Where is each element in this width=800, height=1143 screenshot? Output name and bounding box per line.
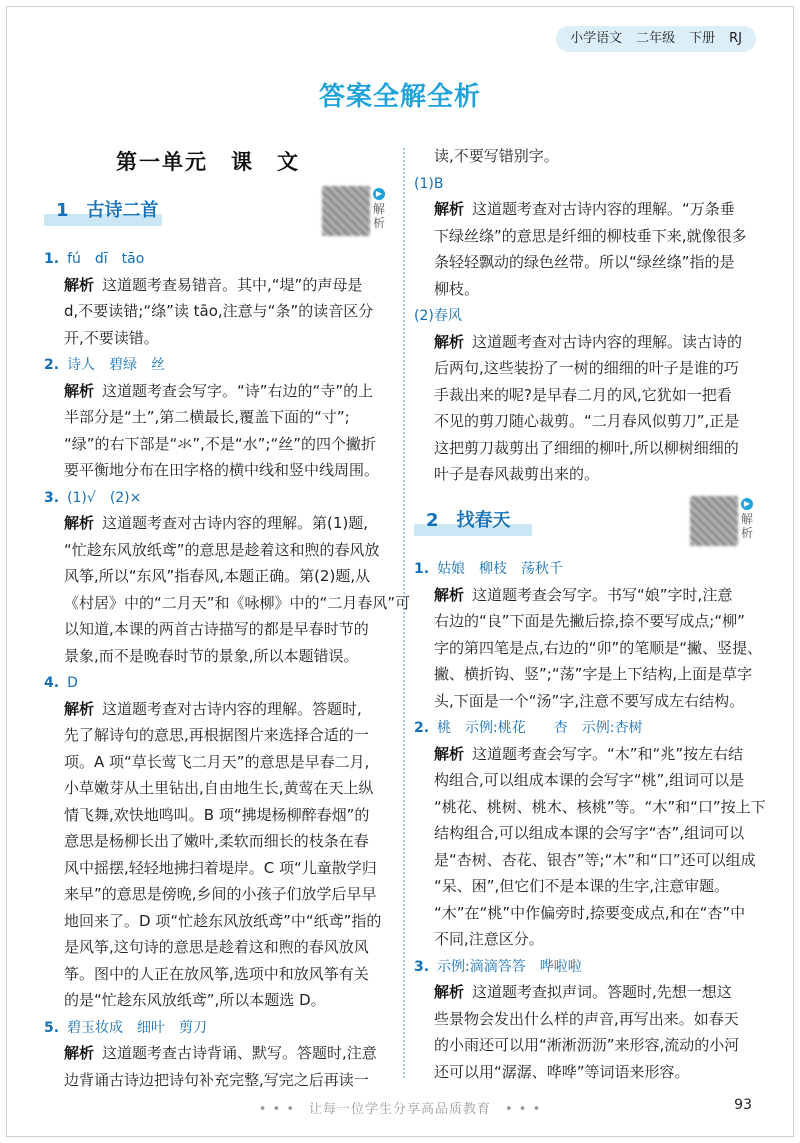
body-text-line: 条轻轻飘动的绿色丝带。所以“绿丝绦”指的是 (434, 253, 735, 271)
lesson-2-heading (414, 506, 554, 536)
qr-hint-label: 解析 (372, 202, 385, 230)
body-text-line: 意思是杨柳长出了嫩叶,柔软而细长的枝条在春 (64, 832, 369, 850)
footer-slogan: • • • 让每一位学生分享高品质教育 • • • (258, 1102, 542, 1117)
answer-text: 姑娘 柳枝 荡秋千 (437, 561, 564, 577)
analysis-tag: 解析 (64, 1044, 95, 1062)
question-number: 2. (44, 357, 60, 373)
lesson-1-label: 1 古诗二首 (56, 200, 159, 221)
book-info-badge (556, 26, 756, 52)
analysis-text: 这道题考查会写字。书写“娘”字时,注意 (472, 585, 733, 604)
qr-hint-label: 解析 (740, 512, 753, 540)
analysis-line (434, 744, 743, 764)
answer-text: fú dī tāo (67, 251, 145, 267)
body-text-line: 地回来了。D 项“忙趁东风放纸鸢”中“纸鸢”指的 (64, 911, 382, 930)
analysis-tag: 解析 (64, 514, 95, 532)
qr-code-icon[interactable] (690, 496, 738, 546)
body-text-line: 结构组合,可以组成本课的会写字“杏”,组词可以 (434, 824, 745, 842)
analysis-tag: 解析 (434, 200, 465, 218)
body-text-line: 小草嫩芽从土里钻出,自由地生长,黄莺在天上纵 (64, 779, 374, 797)
body-text-line: 筝。图中的人正在放风筝,选项中和放风筝有关 (64, 964, 369, 983)
body-text-line: d,不要读错;“绦”读 tāo,注意与“条”的读音区分 (64, 302, 374, 320)
qr-code-icon[interactable] (322, 186, 370, 236)
answer-line (414, 956, 582, 977)
answer-line (44, 487, 141, 508)
question-number: 5. (44, 1019, 60, 1036)
question-number: 3. (414, 958, 430, 975)
body-text-line: 不见的剪刀随心裁剪。“二月春风似剪刀”,正是 (434, 412, 740, 430)
edition-label: RJ (729, 31, 742, 46)
body-text-line: 不同,注意区分。 (434, 930, 544, 948)
analysis-text: 这道题考查对古诗内容的理解。答题时, (102, 699, 362, 718)
page-title: 答案全解全析 (318, 82, 481, 112)
answer-line (44, 1017, 207, 1038)
answer-line (414, 717, 643, 738)
body-text-line: 读,不要写错别字。 (434, 147, 559, 165)
body-text-line: 撇、横折钩、竖”;“荡”字是上下结构,上面是草字 (434, 665, 753, 683)
body-text-line: 情飞舞,欢快地鸣叫。B 项“拂堤杨柳醉春烟”的 (64, 805, 370, 824)
question-number: 2. (414, 720, 430, 736)
body-text-line: 《村居》中的“二月天”和《咏柳》中的“二月春风”可 (64, 593, 411, 612)
play-icon: ▶ (373, 188, 385, 200)
question-number: 1. (44, 251, 60, 267)
answer-text: (1)B (414, 175, 444, 192)
answer-line (414, 558, 563, 579)
answer-text: D (67, 675, 78, 691)
body-text-line: 来早”的意思是傍晚,乡间的小孩子们放学后早早 (64, 885, 377, 903)
lesson-2-label: 2 找春天 (426, 510, 511, 531)
analysis-line (64, 275, 362, 295)
analysis-text: 这道题考查对古诗内容的理解。第(1)题, (102, 514, 369, 532)
body-text-line: 叶子是春风裁剪出来的。 (434, 465, 600, 483)
column-divider (403, 148, 405, 1078)
analysis-tag: 解析 (434, 332, 465, 351)
body-text-line: 是风筝,这句诗的意思是趁着这和煦的春风放风 (64, 938, 369, 956)
body-text-line: 头,下面是一个“汤”字,注意不要写成左右结构。 (434, 691, 745, 710)
body-text-line: 的小雨还可以用“淅淅沥沥”来形容,流动的小河 (434, 1036, 740, 1054)
qr-hint (371, 188, 387, 230)
answer-line (414, 305, 462, 326)
analysis-text: 这道题考查古诗背诵、默写。答题时,注意 (102, 1044, 377, 1062)
subject-label: 小学语文 (570, 31, 623, 46)
grade-label: 二年级 (636, 31, 676, 46)
body-text-line: 要平衡地分布在田字格的横中线和竖中线周围。 (64, 461, 380, 479)
analysis-line (64, 513, 368, 533)
analysis-tag: 解析 (434, 983, 465, 1001)
body-text-line: 风中摇摆,轻轻地拂扫着堤岸。C 项“儿童散学归 (64, 858, 377, 877)
body-text-line: “忙趁东风放纸鸢”的意思是趁着这和煦的春风放 (64, 540, 380, 559)
body-text-line: 风筝,所以“东风”指春风,本题正确。第(2)题,从 (64, 567, 371, 585)
analysis-text: 这道题考查易错音。其中,“堤”的声母是 (102, 275, 363, 294)
page-number: 93 (734, 1097, 752, 1113)
analysis-tag: 解析 (434, 744, 465, 763)
answer-text: 示例:滴滴答答 哗啦啦 (437, 958, 582, 975)
answer-line (44, 672, 78, 693)
body-text-line: “木”在“桃”中作偏旁时,捺要变成点,和在“杏”中 (434, 903, 746, 922)
question-number: 4. (44, 675, 60, 691)
answer-text: 碧玉妆成 细叶 剪刀 (67, 1019, 208, 1036)
body-text-line: “呆、困”,但它们不是本课的生字,注意审题。 (434, 877, 730, 895)
body-text-line: 开,不要读错。 (64, 328, 159, 347)
body-text-line: 手裁出来的呢?是早春二月的风,它犹如一把看 (434, 385, 732, 404)
answer-text: 桃 示例:桃花 杏 示例:杏树 (437, 720, 643, 736)
body-text-line: 先了解诗句的意思,再根据图片来选择合适的一 (64, 726, 369, 744)
body-text-line: 项。A 项“草长莺飞二月天”的意思是早春二月, (64, 752, 370, 771)
analysis-text: 这道题考查拟声词。答题时,先想一想这 (472, 983, 732, 1001)
question-number: 3. (44, 489, 60, 506)
analysis-line (434, 585, 732, 605)
analysis-line (64, 381, 373, 401)
body-text-line: “绿”的右下部是“氺”,不是“水”;“丝”的四个撇折 (64, 434, 376, 453)
body-text-line: 些景物会发出什么样的声音,再写出来。如春天 (434, 1009, 739, 1028)
analysis-line (434, 982, 732, 1002)
answer-line (44, 354, 165, 375)
analysis-line (64, 1043, 377, 1063)
unit-title: 第一单元 课 文 (116, 150, 300, 174)
lesson-1-heading (44, 196, 184, 226)
body-text-line: 后两句,这些装扮了一树的细细的叶子是谁的巧 (434, 359, 739, 377)
analysis-line (64, 699, 362, 719)
answer-line (414, 173, 443, 194)
body-text-line: “桃花、桃树、桃木、核桃”等。“木”和“口”按上下 (434, 797, 766, 816)
analysis-text: 这道题考查会写字。“诗”右边的“寺”的上 (102, 381, 374, 400)
analysis-text: 这道题考查对古诗内容的理解。“万条垂 (472, 200, 735, 218)
body-text-line: 是“杏树、杏花、银杏”等;“木”和“口”还可以组成 (434, 850, 756, 869)
analysis-tag: 解析 (64, 381, 95, 400)
body-text-line: 下绿丝绦”的意思是纤细的柳枝垂下来,就像很多 (434, 226, 747, 245)
answer-line (44, 248, 144, 269)
term-label: 下册 (689, 31, 716, 46)
body-text-line: 景象,而不是晚春时节的景象,所以本题错误。 (64, 646, 359, 665)
answer-text: 诗人 碧绿 丝 (67, 357, 166, 373)
body-text-line: 还可以用“潺潺、哗哗”等词语来形容。 (434, 1062, 690, 1081)
body-text-line: 半部分是“土”,第二横最长,覆盖下面的“寸”; (64, 408, 350, 426)
analysis-tag: 解析 (64, 275, 95, 294)
body-text-line: 字的第四笔是点,右边的“卯”的笔顺是“撇、竖提、 (434, 638, 763, 657)
body-text-line: 柳枝。 (434, 279, 480, 298)
answer-text: (2)春风 (414, 308, 462, 324)
answer-text: (1)√ (2)× (67, 489, 142, 506)
body-text-line: 边背诵古诗边把诗句补充完整,写完之后再读一 (64, 1070, 369, 1089)
analysis-text: 这道题考查会写字。“木”和“兆”按左右结 (472, 744, 744, 763)
body-text-line: 以知道,本课的两首古诗描写的都是早春时节的 (64, 620, 369, 638)
body-text-line: 的是“忙趁东风放纸鸢”,所以本题选 D。 (64, 991, 326, 1009)
analysis-tag: 解析 (434, 585, 465, 604)
analysis-line (434, 332, 742, 352)
analysis-tag: 解析 (64, 699, 95, 718)
question-number: 1. (414, 561, 430, 577)
qr-hint (739, 498, 755, 540)
play-icon: ▶ (741, 498, 753, 510)
analysis-text: 这道题考查对古诗内容的理解。读古诗的 (472, 332, 743, 351)
body-text-line: 右边的“良”下面是先撇后捺,捺不要写成点;“柳” (434, 612, 745, 630)
body-text-line: 构组合,可以组成本课的会写字“桃”,组词可以是 (434, 771, 745, 789)
analysis-line (434, 199, 735, 219)
body-text-line: 这把剪刀裁剪出了细细的柳叶,所以柳树细细的 (434, 438, 739, 457)
